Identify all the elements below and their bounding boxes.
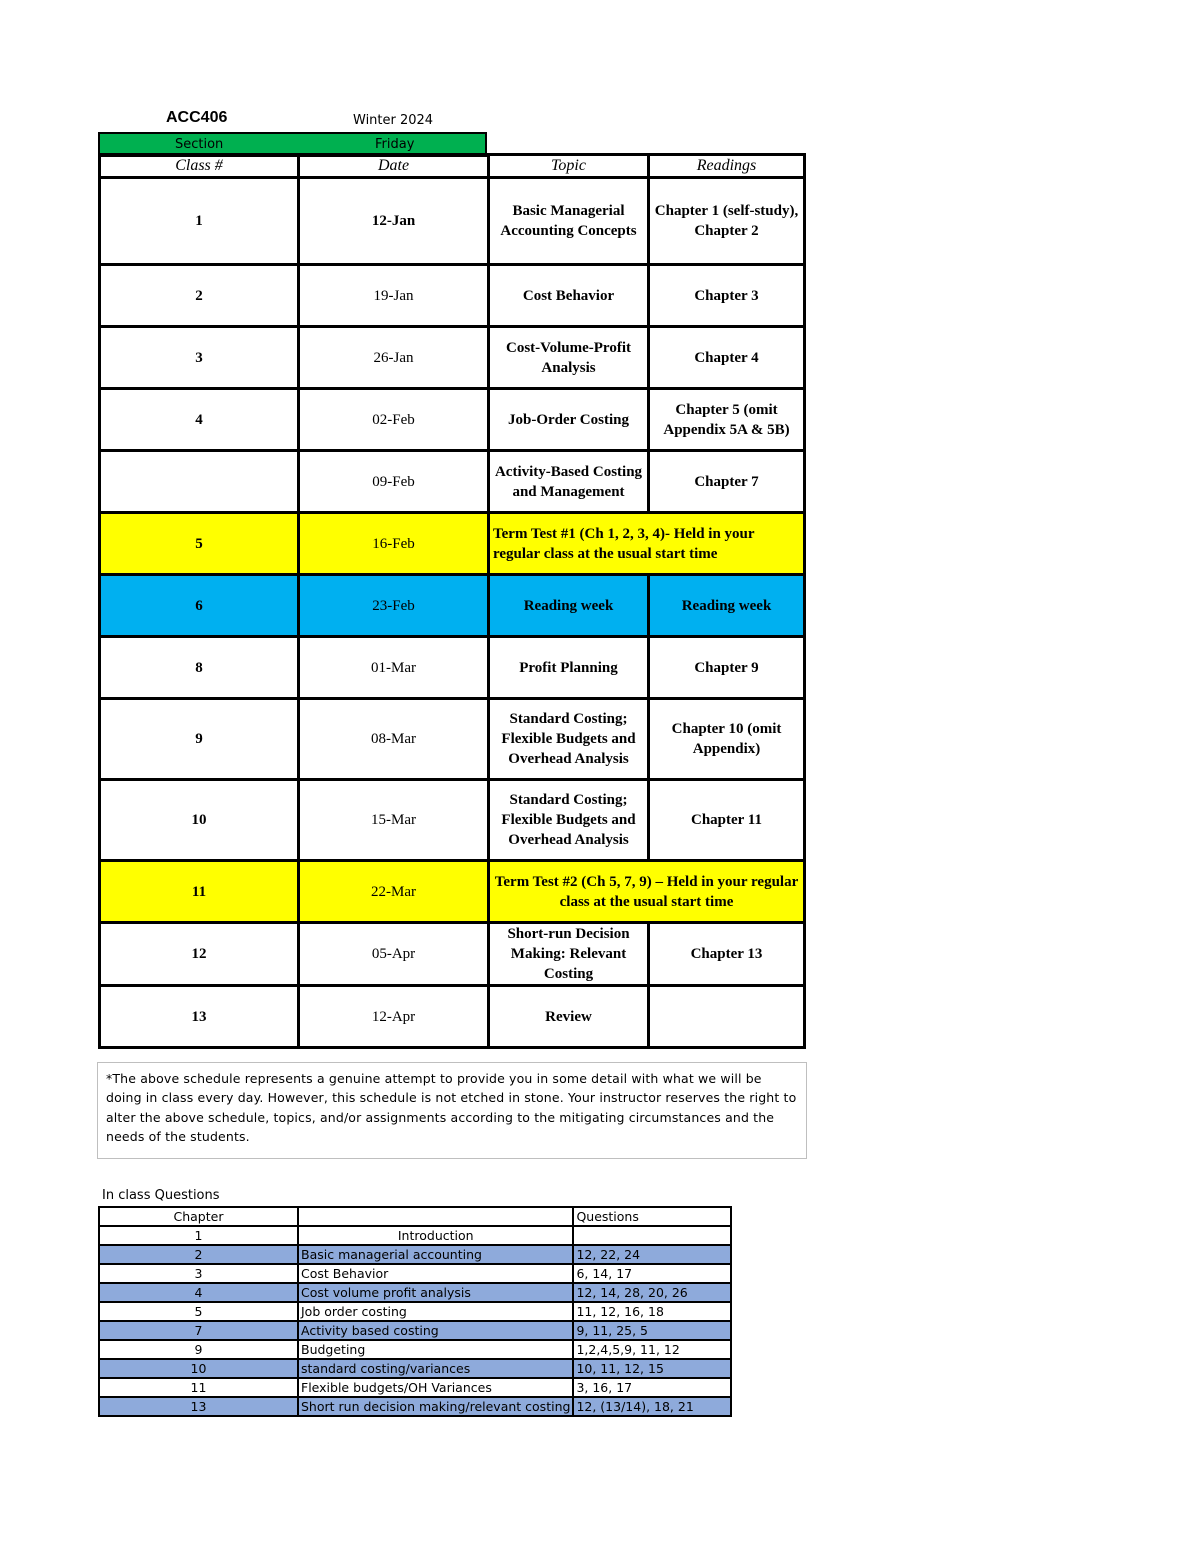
class-readings: Chapter 1 (self-study), Chapter 2 xyxy=(649,178,805,265)
term-label: Winter 2024 xyxy=(353,113,434,128)
questions-header-row xyxy=(99,1207,731,1226)
questions-row xyxy=(99,1359,731,1378)
class-number: 2 xyxy=(100,265,299,327)
chapter-topic: Basic managerial accounting xyxy=(298,1245,573,1264)
chapter-number: 5 xyxy=(99,1302,298,1321)
chapter-number: 3 xyxy=(99,1264,298,1283)
class-readings: Chapter 13 xyxy=(649,923,805,986)
chapter-topic: Activity based costing xyxy=(298,1321,573,1340)
chapter-topic: Cost Behavior xyxy=(298,1264,573,1283)
chapter-topic: Flexible budgets/OH Variances xyxy=(298,1378,573,1397)
class-readings: Reading week xyxy=(649,575,805,637)
class-date: 09-Feb xyxy=(299,451,489,513)
chapter-number: 9 xyxy=(99,1340,298,1359)
class-number: 12 xyxy=(100,923,299,986)
class-topic: Cost Behavior xyxy=(489,265,649,327)
in-class-questions-table xyxy=(98,1206,732,1417)
class-number: 4 xyxy=(100,389,299,451)
chapter-topic: Job order costing xyxy=(298,1302,573,1321)
chapter-topic: Introduction xyxy=(298,1226,573,1245)
chapter-questions: 9, 11, 25, 5 xyxy=(573,1321,731,1340)
class-number: 10 xyxy=(100,780,299,861)
questions-row xyxy=(99,1264,731,1283)
questions-row xyxy=(99,1302,731,1321)
class-readings: Chapter 5 (omit Appendix 5A & 5B) xyxy=(649,389,805,451)
column-header-readings: Readings xyxy=(649,155,805,178)
chapter-topic: Budgeting xyxy=(298,1340,573,1359)
class-date: 02-Feb xyxy=(299,389,489,451)
class-topic: Reading week xyxy=(489,575,649,637)
class-readings: Chapter 10 (omit Appendix) xyxy=(649,699,805,780)
column-header-questions: Questions xyxy=(573,1207,731,1226)
questions-row xyxy=(99,1321,731,1340)
class-number: 6 xyxy=(100,575,299,637)
column-header-topic: Topic xyxy=(489,155,649,178)
questions-row xyxy=(99,1283,731,1302)
schedule-row xyxy=(100,178,805,265)
class-topic: Short-run Decision Making: Relevant Costing xyxy=(489,923,649,986)
schedule-row-break xyxy=(100,575,805,637)
class-date: 15-Mar xyxy=(299,780,489,861)
schedule-row xyxy=(100,780,805,861)
class-number: 5 xyxy=(100,513,299,575)
class-date: 12-Apr xyxy=(299,986,489,1048)
class-readings: Chapter 4 xyxy=(649,327,805,389)
course-code: ACC406 xyxy=(166,109,228,126)
class-number: 3 xyxy=(100,327,299,389)
class-topic: Term Test #2 (Ch 5, 7, 9) – Held in your regular class at the usual start time xyxy=(489,861,805,923)
schedule-row-test xyxy=(100,513,805,575)
schedule-row xyxy=(100,265,805,327)
chapter-questions: 1,2,4,5,9, 11, 12 xyxy=(573,1340,731,1359)
class-date: 01-Mar xyxy=(299,637,489,699)
schedule-header-row xyxy=(100,155,805,178)
class-topic: Review xyxy=(489,986,649,1048)
chapter-topic: Short run decision making/relevant costing xyxy=(298,1397,573,1416)
class-date: 08-Mar xyxy=(299,699,489,780)
schedule-row xyxy=(100,923,805,986)
class-date: 05-Apr xyxy=(299,923,489,986)
chapter-topic: standard costing/variances xyxy=(298,1359,573,1378)
schedule-row xyxy=(100,327,805,389)
column-header-topic xyxy=(298,1207,573,1226)
class-number: 9 xyxy=(100,699,299,780)
class-topic: Job-Order Costing xyxy=(489,389,649,451)
class-date: 19-Jan xyxy=(299,265,489,327)
class-number: 11 xyxy=(100,861,299,923)
class-number xyxy=(100,451,299,513)
schedule-table xyxy=(98,153,806,1049)
chapter-number: 11 xyxy=(99,1378,298,1397)
column-header-class: Class # xyxy=(100,155,299,178)
section-label: Section xyxy=(175,137,224,152)
questions-row xyxy=(99,1378,731,1397)
class-readings: Chapter 3 xyxy=(649,265,805,327)
column-header-date: Date xyxy=(299,155,489,178)
class-topic: Basic Managerial Accounting Concepts xyxy=(489,178,649,265)
questions-row xyxy=(99,1340,731,1359)
class-readings: Chapter 7 xyxy=(649,451,805,513)
chapter-questions: 12, 22, 24 xyxy=(573,1245,731,1264)
class-date: 23-Feb xyxy=(299,575,489,637)
class-date: 22-Mar xyxy=(299,861,489,923)
schedule-row xyxy=(100,699,805,780)
chapter-number: 1 xyxy=(99,1226,298,1245)
class-topic: Cost-Volume-Profit Analysis xyxy=(489,327,649,389)
day-label: Friday xyxy=(375,137,415,152)
chapter-number: 10 xyxy=(99,1359,298,1378)
class-topic: Standard Costing; Flexible Budgets and Overhead Analysis xyxy=(489,780,649,861)
schedule-disclaimer-note: *The above schedule represents a genuine attempt to provide you in some detail with what we will be doing in class every day. However, this schedule is not etched in stone. Your instructor reserves the right to alter the above schedule, topics, and/or assignments according to the mitigating circumstances and the needs of the students. xyxy=(97,1062,807,1159)
class-readings: Chapter 11 xyxy=(649,780,805,861)
class-readings xyxy=(649,986,805,1048)
class-number: 1 xyxy=(100,178,299,265)
class-topic: Profit Planning xyxy=(489,637,649,699)
class-topic: Activity-Based Costing and Management xyxy=(489,451,649,513)
chapter-number: 13 xyxy=(99,1397,298,1416)
chapter-number: 2 xyxy=(99,1245,298,1264)
chapter-questions xyxy=(573,1226,731,1245)
questions-row xyxy=(99,1397,731,1416)
class-topic: Term Test #1 (Ch 1, 2, 3, 4)- Held in your regular class at the usual start time xyxy=(489,513,805,575)
chapter-number: 4 xyxy=(99,1283,298,1302)
schedule-row xyxy=(100,637,805,699)
schedule-row xyxy=(100,451,805,513)
class-date: 26-Jan xyxy=(299,327,489,389)
class-topic: Standard Costing; Flexible Budgets and Overhead Analysis xyxy=(489,699,649,780)
class-number: 13 xyxy=(100,986,299,1048)
chapter-questions: 11, 12, 16, 18 xyxy=(573,1302,731,1321)
class-date: 12-Jan xyxy=(299,178,489,265)
chapter-questions: 3, 16, 17 xyxy=(573,1378,731,1397)
chapter-questions: 12, (13/14), 18, 21 xyxy=(573,1397,731,1416)
questions-row xyxy=(99,1226,731,1245)
questions-row xyxy=(99,1245,731,1264)
column-header-chapter: Chapter xyxy=(99,1207,298,1226)
class-date: 16-Feb xyxy=(299,513,489,575)
schedule-row-test xyxy=(100,861,805,923)
chapter-questions: 12, 14, 28, 20, 26 xyxy=(573,1283,731,1302)
class-number: 8 xyxy=(100,637,299,699)
schedule-row xyxy=(100,986,805,1048)
chapter-topic: Cost volume profit analysis xyxy=(298,1283,573,1302)
chapter-questions: 6, 14, 17 xyxy=(573,1264,731,1283)
schedule-row xyxy=(100,389,805,451)
chapter-questions: 10, 11, 12, 15 xyxy=(573,1359,731,1378)
chapter-number: 7 xyxy=(99,1321,298,1340)
class-readings: Chapter 9 xyxy=(649,637,805,699)
in-class-questions-title: In class Questions xyxy=(102,1188,220,1203)
